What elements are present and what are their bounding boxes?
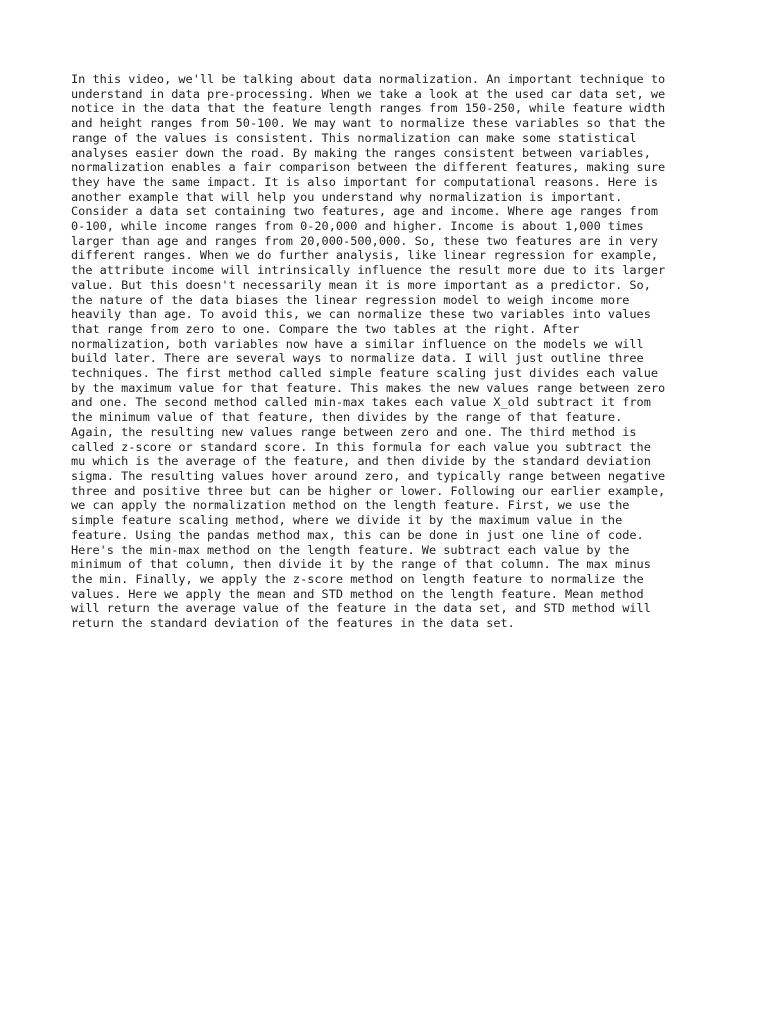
transcript-line: three and positive three but can be higher or lower. Following our earlier example, <box>71 483 666 498</box>
transcript-line: minimum of that column, then divide it by the range of that column. The max minus <box>71 557 651 572</box>
transcript-line: larger than age and ranges from 20,000-500,000. So, these two features are in very <box>71 233 659 248</box>
transcript-line: notice in the data that the feature length ranges from 150-250, while feature width <box>71 101 666 116</box>
transcript-line: value. But this doesn't necessarily mean it is more important as a predictor. So, <box>71 277 651 292</box>
transcript-line: will return the average value of the feature in the data set, and STD method will <box>71 601 651 616</box>
transcript-line: feature. Using the pandas method max, this can be done in just one line of code. <box>71 527 644 542</box>
transcript-line: the minimum value of that feature, then divides by the range of that feature. <box>71 410 623 425</box>
transcript-line: simple feature scaling method, where we divide it by the maximum value in the <box>71 513 623 528</box>
transcript-line: Here's the min-max method on the length feature. We subtract each value by the <box>71 542 630 557</box>
transcript-line: another example that will help you understand why normalization is important. <box>71 189 623 204</box>
transcript-line: and height ranges from 50-100. We may want to normalize these variables so that the <box>71 116 666 131</box>
transcript-line: In this video, we'll be talking about data normalization. An important technique to <box>71 72 666 86</box>
transcript-line: normalization enables a fair comparison between the different features, making sure <box>71 160 666 175</box>
transcript-line: understand in data pre-processing. When we take a look at the used car data set, we <box>71 86 666 101</box>
transcript-line: values. Here we apply the mean and STD method on the length feature. Mean method <box>71 586 644 601</box>
transcript-line: they have the same impact. It is also important for computational reasons. Here is <box>71 174 659 189</box>
transcript-line: Consider a data set containing two features, age and income. Where age ranges from <box>71 204 659 219</box>
transcript-line: the min. Finally, we apply the z-score method on length feature to normalize the <box>71 571 644 586</box>
document-page <box>71 72 701 631</box>
transcript-line: Again, the resulting new values range between zero and one. The third method is <box>71 424 637 439</box>
transcript-line: return the standard deviation of the features in the data set. <box>71 616 515 631</box>
transcript-text <box>71 72 701 631</box>
transcript-line: sigma. The resulting values hover around zero, and typically range between negative <box>71 468 666 483</box>
transcript-line: different ranges. When we do further analysis, like linear regression for example, <box>71 248 659 263</box>
transcript-line: heavily than age. To avoid this, we can normalize these two variables into values <box>71 307 651 322</box>
transcript-line: 0-100, while income ranges from 0-20,000 and higher. Income is about 1,000 times <box>71 219 644 234</box>
transcript-line: mu which is the average of the feature, and then divide by the standard deviation <box>71 454 651 469</box>
transcript-line: normalization, both variables now have a similar influence on the models we will <box>71 336 644 351</box>
transcript-line: build later. There are several ways to normalize data. I will just outline three <box>71 351 644 366</box>
transcript-line: we can apply the normalization method on the length feature. First, we use the <box>71 498 630 513</box>
transcript-line: range of the values is consistent. This normalization can make some statistical <box>71 130 637 145</box>
transcript-line: and one. The second method called min-max takes each value X_old subtract it from <box>71 395 651 410</box>
transcript-line: the attribute income will intrinsically influence the result more due to its larger <box>71 263 666 278</box>
transcript-line: by the maximum value for that feature. This makes the new values range between zero <box>71 380 666 395</box>
transcript-line: analyses easier down the road. By making the ranges consistent between variables, <box>71 145 651 160</box>
transcript-line: techniques. The first method called simple feature scaling just divides each value <box>71 366 659 381</box>
transcript-line: the nature of the data biases the linear regression model to weigh income more <box>71 292 630 307</box>
transcript-line: that range from zero to one. Compare the two tables at the right. After <box>71 321 580 336</box>
transcript-line: called z-score or standard score. In this formula for each value you subtract the <box>71 439 651 454</box>
